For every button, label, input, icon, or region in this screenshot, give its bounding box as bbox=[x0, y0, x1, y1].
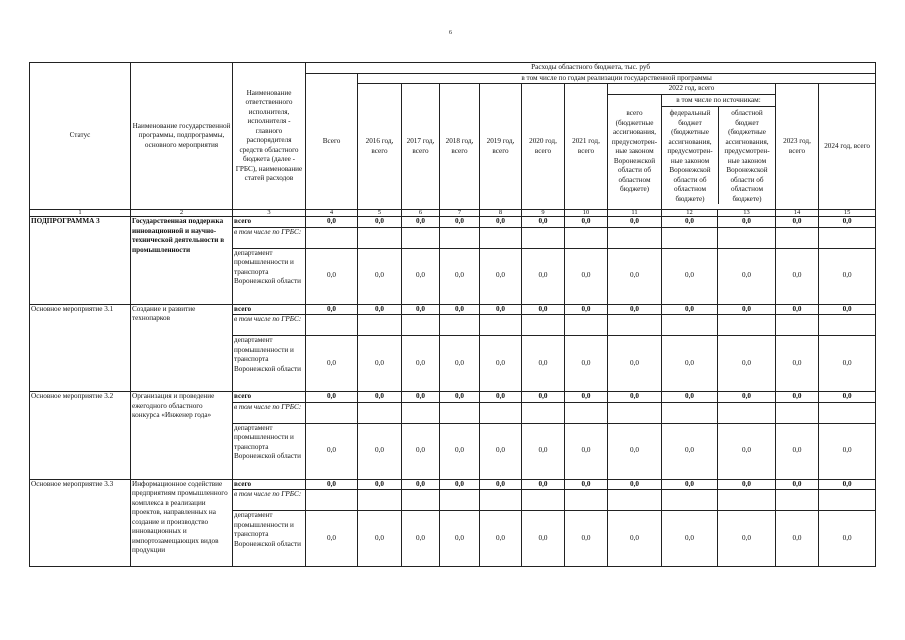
empty-cell bbox=[440, 315, 480, 336]
empty-cell bbox=[522, 402, 565, 423]
total-value: 0,0 bbox=[522, 479, 565, 490]
department-value: 0,0 bbox=[440, 336, 480, 392]
empty-cell bbox=[306, 227, 358, 248]
department-value: 0,0 bbox=[565, 336, 608, 392]
total-value: 0,0 bbox=[662, 479, 718, 490]
total-value: 0,0 bbox=[306, 479, 358, 490]
section-status: Основное мероприятие 3.1 bbox=[30, 304, 131, 392]
total-value: 0,0 bbox=[565, 217, 608, 228]
total-value: 0,0 bbox=[819, 217, 876, 228]
header-by-sources: в том числе по источникам: bbox=[662, 95, 775, 107]
department-value: 0,0 bbox=[819, 423, 876, 479]
header-including-years: в том числе по годам реализации государственной программы bbox=[358, 73, 876, 84]
header-status: Статус bbox=[30, 63, 131, 210]
column-number: 6 bbox=[402, 210, 440, 217]
department-value: 0,0 bbox=[440, 248, 480, 304]
total-label: всего bbox=[233, 392, 306, 403]
including-grbs-label: в том числе по ГРБС: bbox=[233, 227, 306, 248]
section-total-row bbox=[30, 392, 876, 403]
department-value: 0,0 bbox=[480, 248, 522, 304]
total-value: 0,0 bbox=[306, 217, 358, 228]
empty-cell bbox=[402, 402, 440, 423]
empty-cell bbox=[776, 315, 819, 336]
department-value: 0,0 bbox=[608, 248, 662, 304]
total-value: 0,0 bbox=[306, 392, 358, 403]
department-value: 0,0 bbox=[608, 511, 662, 567]
section-total-row bbox=[30, 479, 876, 490]
department-value: 0,0 bbox=[565, 511, 608, 567]
total-value: 0,0 bbox=[522, 304, 565, 315]
empty-cell bbox=[662, 227, 718, 248]
empty-cell bbox=[306, 315, 358, 336]
department-value: 0,0 bbox=[608, 336, 662, 392]
empty-cell bbox=[440, 490, 480, 511]
empty-cell bbox=[565, 402, 608, 423]
department-value: 0,0 bbox=[819, 511, 876, 567]
total-value: 0,0 bbox=[480, 304, 522, 315]
header-executor: Наименование ответственного исполнителя, исполнителя - главного распорядителя средств областного бюджета (далее - ГРБС), наименование статей расходов bbox=[233, 63, 306, 210]
section-name: Информационное содействие предприятиям промышленного комплекса в реализации проектов, направленных на создание и производство инновационных и импортозамещающих видов продукции bbox=[131, 479, 233, 567]
empty-cell bbox=[718, 227, 776, 248]
total-value: 0,0 bbox=[480, 392, 522, 403]
header-2016: 2016 год, всего bbox=[358, 84, 402, 210]
empty-cell bbox=[358, 402, 402, 423]
department-value: 0,0 bbox=[306, 511, 358, 567]
department-value: 0,0 bbox=[662, 336, 718, 392]
total-value: 0,0 bbox=[776, 217, 819, 228]
department-value: 0,0 bbox=[358, 248, 402, 304]
department-value: 0,0 bbox=[358, 511, 402, 567]
empty-cell bbox=[565, 227, 608, 248]
empty-cell bbox=[819, 315, 876, 336]
empty-cell bbox=[608, 227, 662, 248]
total-value: 0,0 bbox=[402, 392, 440, 403]
section-status: Основное мероприятие 3.2 bbox=[30, 392, 131, 480]
header-2017: 2017 год, всего bbox=[402, 84, 440, 210]
header-2020: 2020 год, всего bbox=[522, 84, 565, 210]
department-value: 0,0 bbox=[718, 511, 776, 567]
section-status: ПОДПРОГРАММА 3 bbox=[30, 217, 131, 305]
column-number: 10 bbox=[565, 210, 608, 217]
total-value: 0,0 bbox=[402, 304, 440, 315]
empty-cell bbox=[608, 315, 662, 336]
department-value: 0,0 bbox=[776, 423, 819, 479]
header-2022: 2022 год, всего bbox=[608, 84, 776, 95]
empty-cell bbox=[402, 315, 440, 336]
total-value: 0,0 bbox=[522, 392, 565, 403]
column-number: 3 bbox=[233, 210, 306, 217]
empty-cell bbox=[565, 315, 608, 336]
total-value: 0,0 bbox=[662, 304, 718, 315]
department-value: 0,0 bbox=[776, 248, 819, 304]
total-value: 0,0 bbox=[565, 392, 608, 403]
empty-cell bbox=[776, 402, 819, 423]
header-2018: 2018 год, всего bbox=[440, 84, 480, 210]
column-number: 14 bbox=[776, 210, 819, 217]
total-value: 0,0 bbox=[718, 304, 776, 315]
department-value: 0,0 bbox=[819, 336, 876, 392]
total-value: 0,0 bbox=[662, 217, 718, 228]
total-value: 0,0 bbox=[718, 392, 776, 403]
column-number: 4 bbox=[306, 210, 358, 217]
column-number: 12 bbox=[662, 210, 718, 217]
department-value: 0,0 bbox=[522, 248, 565, 304]
department-label: департамент промышленности и транспорта Воронежской области bbox=[233, 336, 306, 392]
including-grbs-label: в том числе по ГРБС: bbox=[233, 402, 306, 423]
department-value: 0,0 bbox=[662, 511, 718, 567]
column-number: 2 bbox=[131, 210, 233, 217]
department-value: 0,0 bbox=[402, 248, 440, 304]
empty-cell bbox=[440, 227, 480, 248]
department-value: 0,0 bbox=[440, 511, 480, 567]
total-value: 0,0 bbox=[608, 392, 662, 403]
column-numbers-row bbox=[30, 210, 876, 217]
department-value: 0,0 bbox=[776, 336, 819, 392]
empty-cell bbox=[819, 490, 876, 511]
total-value: 0,0 bbox=[776, 392, 819, 403]
total-value: 0,0 bbox=[522, 217, 565, 228]
department-label: департамент промышленности и транспорта Воронежской области bbox=[233, 248, 306, 304]
empty-cell bbox=[402, 490, 440, 511]
department-value: 0,0 bbox=[402, 336, 440, 392]
total-value: 0,0 bbox=[608, 479, 662, 490]
department-value: 0,0 bbox=[718, 336, 776, 392]
total-value: 0,0 bbox=[358, 217, 402, 228]
total-value: 0,0 bbox=[358, 392, 402, 403]
total-value: 0,0 bbox=[662, 392, 718, 403]
total-label: всего bbox=[233, 217, 306, 228]
section-name: Организация и проведение ежегодного областного конкурса «Инженер года» bbox=[131, 392, 233, 480]
department-value: 0,0 bbox=[480, 336, 522, 392]
section-name: Создание и развитие технопарков bbox=[131, 304, 233, 392]
including-grbs-label: в том числе по ГРБС: bbox=[233, 490, 306, 511]
empty-cell bbox=[402, 227, 440, 248]
empty-cell bbox=[662, 315, 718, 336]
department-value: 0,0 bbox=[608, 423, 662, 479]
header-total: Всего bbox=[306, 73, 358, 210]
header-program-name: Наименование государственной программы, подпрограммы, основного мероприятия bbox=[131, 63, 233, 210]
total-value: 0,0 bbox=[718, 217, 776, 228]
header-2021: 2021 год, всего bbox=[565, 84, 608, 210]
department-value: 0,0 bbox=[440, 423, 480, 479]
total-value: 0,0 bbox=[565, 304, 608, 315]
column-number: 15 bbox=[819, 210, 876, 217]
empty-cell bbox=[306, 490, 358, 511]
total-value: 0,0 bbox=[776, 304, 819, 315]
department-value: 0,0 bbox=[358, 336, 402, 392]
empty-cell bbox=[565, 490, 608, 511]
department-value: 0,0 bbox=[480, 423, 522, 479]
header-regional: областной бюджет (бюджетные ассигнования, предусмотрен-ные законом Воронежской области об областном бюджете) bbox=[724, 109, 770, 203]
total-label: всего bbox=[233, 479, 306, 490]
header-2023: 2023 год, всего bbox=[776, 84, 819, 210]
header-expenses: Расходы областного бюджета, тыс. руб bbox=[306, 63, 876, 74]
department-value: 0,0 bbox=[402, 423, 440, 479]
total-value: 0,0 bbox=[440, 392, 480, 403]
empty-cell bbox=[358, 490, 402, 511]
empty-cell bbox=[662, 402, 718, 423]
empty-cell bbox=[718, 315, 776, 336]
total-value: 0,0 bbox=[358, 304, 402, 315]
department-value: 0,0 bbox=[776, 511, 819, 567]
empty-cell bbox=[480, 227, 522, 248]
section-name: Государственная поддержка инновационной и научно-технической деятельности в промышленности bbox=[131, 217, 233, 305]
empty-cell bbox=[522, 227, 565, 248]
total-value: 0,0 bbox=[402, 479, 440, 490]
column-number: 5 bbox=[358, 210, 402, 217]
empty-cell bbox=[608, 490, 662, 511]
empty-cell bbox=[480, 315, 522, 336]
empty-cell bbox=[440, 402, 480, 423]
column-number: 8 bbox=[480, 210, 522, 217]
total-value: 0,0 bbox=[819, 392, 876, 403]
empty-cell bbox=[358, 315, 402, 336]
empty-cell bbox=[819, 227, 876, 248]
column-number: 7 bbox=[440, 210, 480, 217]
department-value: 0,0 bbox=[718, 423, 776, 479]
total-value: 0,0 bbox=[776, 479, 819, 490]
empty-cell bbox=[522, 490, 565, 511]
department-value: 0,0 bbox=[306, 423, 358, 479]
empty-cell bbox=[662, 490, 718, 511]
department-value: 0,0 bbox=[358, 423, 402, 479]
total-value: 0,0 bbox=[819, 304, 876, 315]
department-value: 0,0 bbox=[662, 248, 718, 304]
empty-cell bbox=[718, 402, 776, 423]
department-value: 0,0 bbox=[306, 248, 358, 304]
department-label: департамент промышленности и транспорта Воронежской области bbox=[233, 511, 306, 567]
total-value: 0,0 bbox=[565, 479, 608, 490]
department-value: 0,0 bbox=[480, 511, 522, 567]
empty-cell bbox=[306, 402, 358, 423]
department-value: 0,0 bbox=[402, 511, 440, 567]
department-value: 0,0 bbox=[522, 423, 565, 479]
total-value: 0,0 bbox=[480, 217, 522, 228]
total-value: 0,0 bbox=[358, 479, 402, 490]
empty-cell bbox=[819, 402, 876, 423]
total-value: 0,0 bbox=[402, 217, 440, 228]
total-value: 0,0 bbox=[718, 479, 776, 490]
including-grbs-label: в том числе по ГРБС: bbox=[233, 315, 306, 336]
header-2022-all: всего (бюджетные ассигнования, предусмотрен-ные законом Воронежской области об областном бюджете) bbox=[608, 95, 662, 210]
empty-cell bbox=[480, 402, 522, 423]
column-number: 9 bbox=[522, 210, 565, 217]
empty-cell bbox=[608, 402, 662, 423]
total-value: 0,0 bbox=[608, 304, 662, 315]
section-total-row bbox=[30, 217, 876, 228]
department-value: 0,0 bbox=[565, 248, 608, 304]
department-label: департамент промышленности и транспорта Воронежской области bbox=[233, 423, 306, 479]
header-2022-sources bbox=[662, 95, 776, 210]
total-value: 0,0 bbox=[819, 479, 876, 490]
department-value: 0,0 bbox=[662, 423, 718, 479]
department-value: 0,0 bbox=[522, 511, 565, 567]
page-number: 6 bbox=[449, 30, 452, 36]
budget-table bbox=[29, 62, 876, 567]
column-number: 11 bbox=[608, 210, 662, 217]
empty-cell bbox=[480, 490, 522, 511]
section-status: Основное мероприятие 3.3 bbox=[30, 479, 131, 567]
department-value: 0,0 bbox=[565, 423, 608, 479]
total-value: 0,0 bbox=[608, 217, 662, 228]
empty-cell bbox=[358, 227, 402, 248]
header-federal: федеральный бюджет (бюджетные ассигнования, предусмотрен-ные законом Воронежской области об областном бюджете) bbox=[662, 107, 719, 204]
section-total-row bbox=[30, 304, 876, 315]
department-value: 0,0 bbox=[522, 336, 565, 392]
header-2019: 2019 год, всего bbox=[480, 84, 522, 210]
empty-cell bbox=[522, 315, 565, 336]
department-value: 0,0 bbox=[306, 336, 358, 392]
total-value: 0,0 bbox=[480, 479, 522, 490]
column-number: 1 bbox=[30, 210, 131, 217]
total-value: 0,0 bbox=[440, 304, 480, 315]
total-label: всего bbox=[233, 304, 306, 315]
department-value: 0,0 bbox=[718, 248, 776, 304]
total-value: 0,0 bbox=[440, 217, 480, 228]
empty-cell bbox=[776, 227, 819, 248]
department-value: 0,0 bbox=[819, 248, 876, 304]
total-value: 0,0 bbox=[306, 304, 358, 315]
empty-cell bbox=[776, 490, 819, 511]
total-value: 0,0 bbox=[440, 479, 480, 490]
empty-cell bbox=[718, 490, 776, 511]
column-number: 13 bbox=[718, 210, 776, 217]
header-2024: 2024 год, всего bbox=[819, 84, 876, 210]
